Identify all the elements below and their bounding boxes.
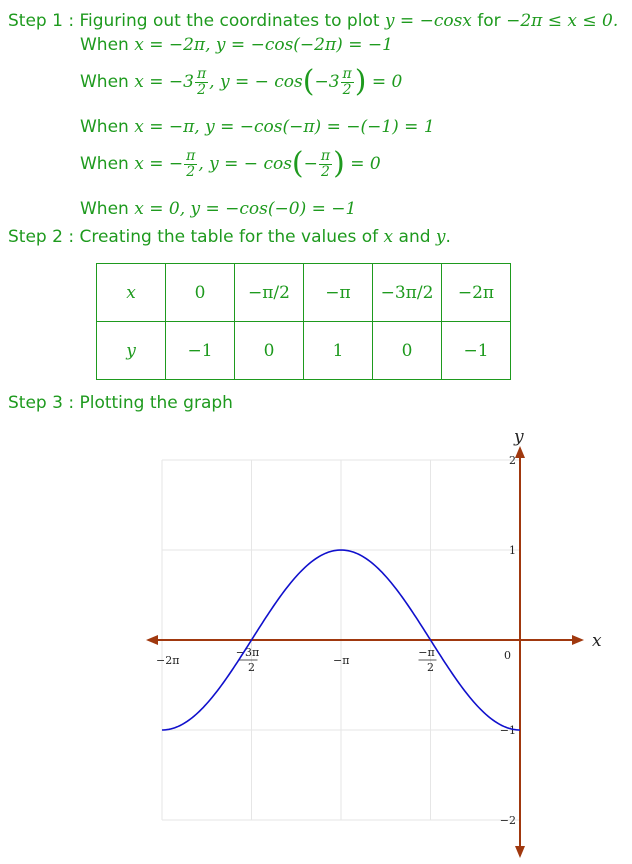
right-paren: ) [354,64,367,99]
table-cell: 0 [373,322,442,380]
step1-row-result: = 0 [350,154,381,174]
fraction: $\frac{\pi}{2}$ [196,65,207,98]
table-row-x [97,264,511,322]
y-axis-arrow-top [515,446,525,458]
table-cell: −1 [442,322,511,380]
step1-domain: −2π ≤ x ≤ 0. [506,11,619,31]
step2-label: Step 2 : [8,227,75,247]
graph-plot [0,420,632,864]
fraction: $\frac{\pi}{2}$ [320,147,331,180]
step3-heading [8,392,233,414]
inner-prefix: − [303,154,318,174]
step1-equation: y = −cosx [384,11,472,31]
x-axis-arrow-left [146,635,158,645]
when-label: When [80,154,129,174]
step3-label: Step 3 : [8,393,75,413]
table-cell: 0 [235,322,304,380]
when-label: When [80,72,129,92]
x-axis-label: x [592,631,602,651]
table-cell-text: −3π/2 [380,282,434,303]
y-axis-label: y [514,427,524,447]
x-tick-denominator: 2 [248,661,256,674]
y-tick-label: 2 [509,454,516,467]
when-label: When [80,117,129,137]
x-tick-numerator: −π [418,646,435,659]
x-axis-arrow-right [572,635,584,645]
table-cell: 0 [166,264,235,322]
table-cell: y [97,322,166,380]
table-cell [304,264,373,322]
x-tick-label: 0 [504,649,511,662]
step1-row-expr: x = −3 [134,72,194,92]
step1-row-expr: x = 0, y = −cos(−0) = −1 [134,199,357,219]
left-paren: ( [302,64,315,99]
step1-row-3 [80,116,435,138]
step1-text-mid: for [471,11,507,31]
step1-row-expr-b: , y = − cos [198,154,292,174]
step1-row-5 [80,198,356,220]
fraction: $\frac{\pi}{2}$ [186,147,196,180]
axes [146,427,602,858]
values-table [96,263,511,380]
table-row-y [97,322,511,380]
x-tick-label: −π [333,654,350,667]
step2-heading [8,226,451,248]
right-paren: ) [333,146,345,181]
table-cell-text: −π [325,282,351,303]
step1-label: Step 1 : [8,11,75,31]
step1-row-4 [80,144,381,184]
table-cell [442,264,511,322]
x-tick-label [418,646,436,674]
left-paren: ( [291,146,304,181]
step3-text: Plotting the graph [79,393,233,413]
table-cell-text: −π/2 [248,282,290,303]
y-tick-label: −2 [499,814,516,827]
when-label: When [80,35,129,55]
step1-row-1 [80,34,393,56]
step1-heading [8,10,618,32]
step2-var-y: y [435,227,446,247]
table-cell: −1 [166,322,235,380]
table-cell [235,264,304,322]
table-cell: 1 [304,322,373,380]
step1-row-result: = 0 [371,72,403,92]
step2-and: and [393,227,436,247]
y-tick-label: 1 [509,544,516,557]
table-cell-text: −2π [457,282,495,303]
x-tick-numerator: −3π [235,646,260,659]
table-cell [373,264,442,322]
step1-row-expr: x = −2π, y = −cos(−2π) = −1 [134,35,393,55]
step1-row-2 [80,62,402,102]
inner-prefix: −3 [314,72,340,92]
step2-period: . [445,227,451,247]
y-tick-label: −1 [499,724,516,737]
table-cell: x [97,264,166,322]
fraction: $\frac{\pi}{2}$ [342,65,352,98]
step1-row-expr: x = −π, y = −cos(−π) = −(−1) = 1 [134,117,435,137]
step2-var-x: x [383,227,394,247]
step1-row-expr-b: , y = − cos [209,72,303,92]
y-axis-arrow-bottom [515,846,525,858]
when-label: When [80,199,129,219]
x-tick-denominator: 2 [427,661,435,674]
step2-text: Creating the table for the values of [79,227,384,247]
step1-row-expr: x = − [134,154,184,174]
step1-text: Figuring out the coordinates to plot [79,11,385,31]
x-tick-label: −2π [156,654,180,667]
